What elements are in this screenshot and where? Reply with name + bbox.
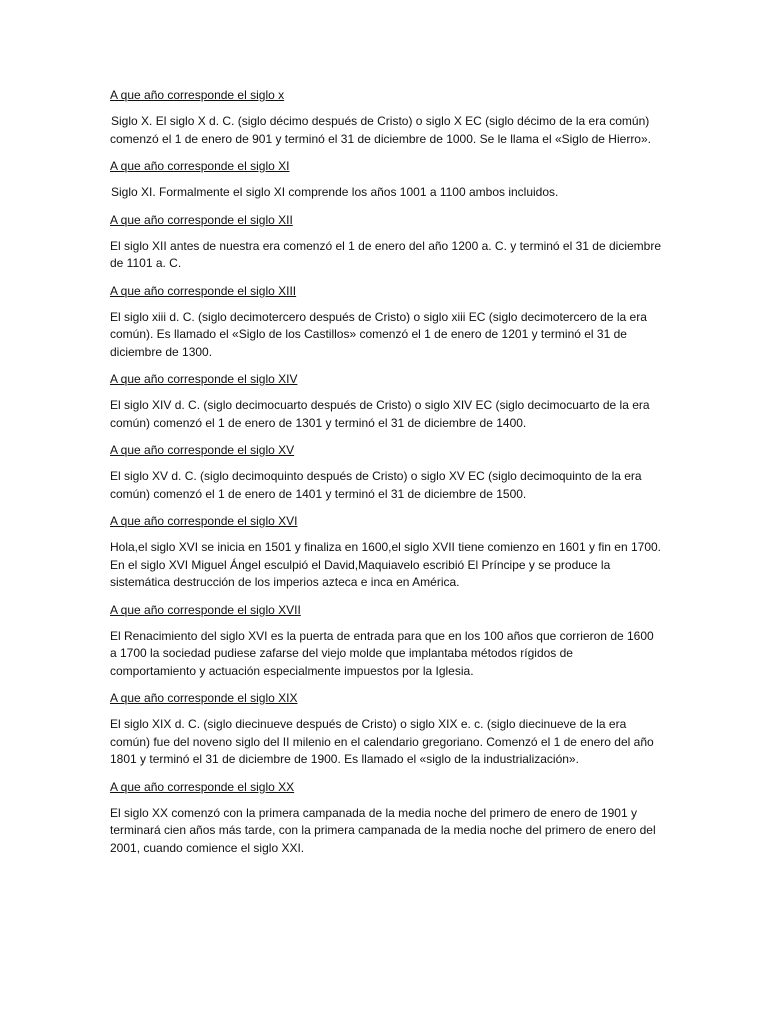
section-siglo-xvi xyxy=(110,513,662,592)
section-siglo-xiii xyxy=(110,283,662,362)
section-siglo-xvii xyxy=(110,602,662,681)
section-paragraph: Siglo XI. Formalmente el siglo XI comprende los años 1001 a 1100 ambos incluidos. xyxy=(111,185,559,199)
section-heading: A que año corresponde el siglo XIX xyxy=(110,691,298,705)
section-heading: A que año corresponde el siglo XI xyxy=(110,159,290,173)
section-paragraph: El siglo XII antes de nuestra era comenzó el 1 de enero del año 1200 a. C. y terminó el 31 de diciembre de 1101 a. C. xyxy=(110,238,661,270)
section-siglo-xii xyxy=(110,212,662,273)
section-siglo-xix xyxy=(110,690,662,769)
section-siglo-xv xyxy=(110,442,662,503)
section-paragraph: Hola,el siglo XVI se inicia en 1501 y finaliza en 1600,el siglo XVII tiene comienzo en 1601 y fin en 1700. En el siglo XVI Miguel Ángel esculpió el David,Maquiavelo escribió El Príncipe y se produce la sistemática destrucción de los imperios azteca e inca en América. xyxy=(110,540,662,589)
section-paragraph: El Renacimiento del siglo XVI es la puerta de entrada para que en los 100 años que corrieron de 1600 a 1700 la sociedad pudiese zafarse del viejo molde que implantaba métodos rígidos de comportamiento y actuación especialmente impuestos por la Iglesia. xyxy=(110,628,654,678)
section-heading: A que año corresponde el siglo XVII xyxy=(110,602,301,617)
section-siglo-x xyxy=(110,87,662,148)
section-paragraph: Siglo X. El siglo X d. C. (siglo décimo después de Cristo) o siglo X EC (siglo décimo de la era común) comenzó el 1 de enero de 901 y terminó el 31 de diciembre de 1000. Se le llama el «Siglo de Hierro». xyxy=(110,114,651,146)
section-heading: A que año corresponde el siglo XII xyxy=(110,212,293,227)
section-siglo-xx xyxy=(110,779,662,858)
document-content xyxy=(110,87,662,867)
section-siglo-xiv xyxy=(110,371,662,432)
section-paragraph: El siglo XIX d. C. (siglo diecinueve después de Cristo) o siglo XIX e. c. (siglo diecinueve de la era común) fue del noveno siglo del II milenio en el calendario gregoriano. Comenzó el 1 de enero del año 1801 y terminó el 31 de diciembre de 1900. Es llamado el «siglo de la industrialización». xyxy=(110,717,654,766)
section-heading: A que año corresponde el siglo XVI xyxy=(110,514,298,528)
section-paragraph: El siglo XIV d. C. (siglo decimocuarto después de Cristo) o siglo XIV EC (siglo decimocuarto de la era común) comenzó el 1 de enero de 1301 y terminó el 31 de diciembre de 1400. xyxy=(110,398,650,430)
section-heading: A que año corresponde el siglo XX xyxy=(110,779,295,794)
section-heading: A que año corresponde el siglo XIII xyxy=(110,283,297,298)
section-paragraph: El siglo xiii d. C. (siglo decimotercero después de Cristo) o siglo xiii EC (siglo decimotercero de la era común). Es llamado el «Siglo de los Castillos» comenzó el 1 de enero de 1201 y terminó el 31 de diciembre de 1300. xyxy=(110,309,647,359)
section-paragraph: El siglo XX comenzó con la primera campanada de la media noche del primero de enero de 1901 y terminará cien años más tarde, con la primera campanada de la media noche del primero de enero del 2001, cuando comience el siglo XXI. xyxy=(110,805,656,855)
section-siglo-xi xyxy=(110,158,662,202)
section-heading: A que año corresponde el siglo XIV xyxy=(110,372,298,386)
section-heading: A que año corresponde el siglo XV xyxy=(110,443,295,457)
section-paragraph: El siglo XV d. C. (siglo decimoquinto después de Cristo) o siglo XV EC (siglo decimoquinto de la era común) comenzó el 1 de enero de 1401 y terminó el 31 de diciembre de 1500. xyxy=(110,469,642,501)
section-heading: A que año corresponde el siglo x xyxy=(110,88,285,102)
